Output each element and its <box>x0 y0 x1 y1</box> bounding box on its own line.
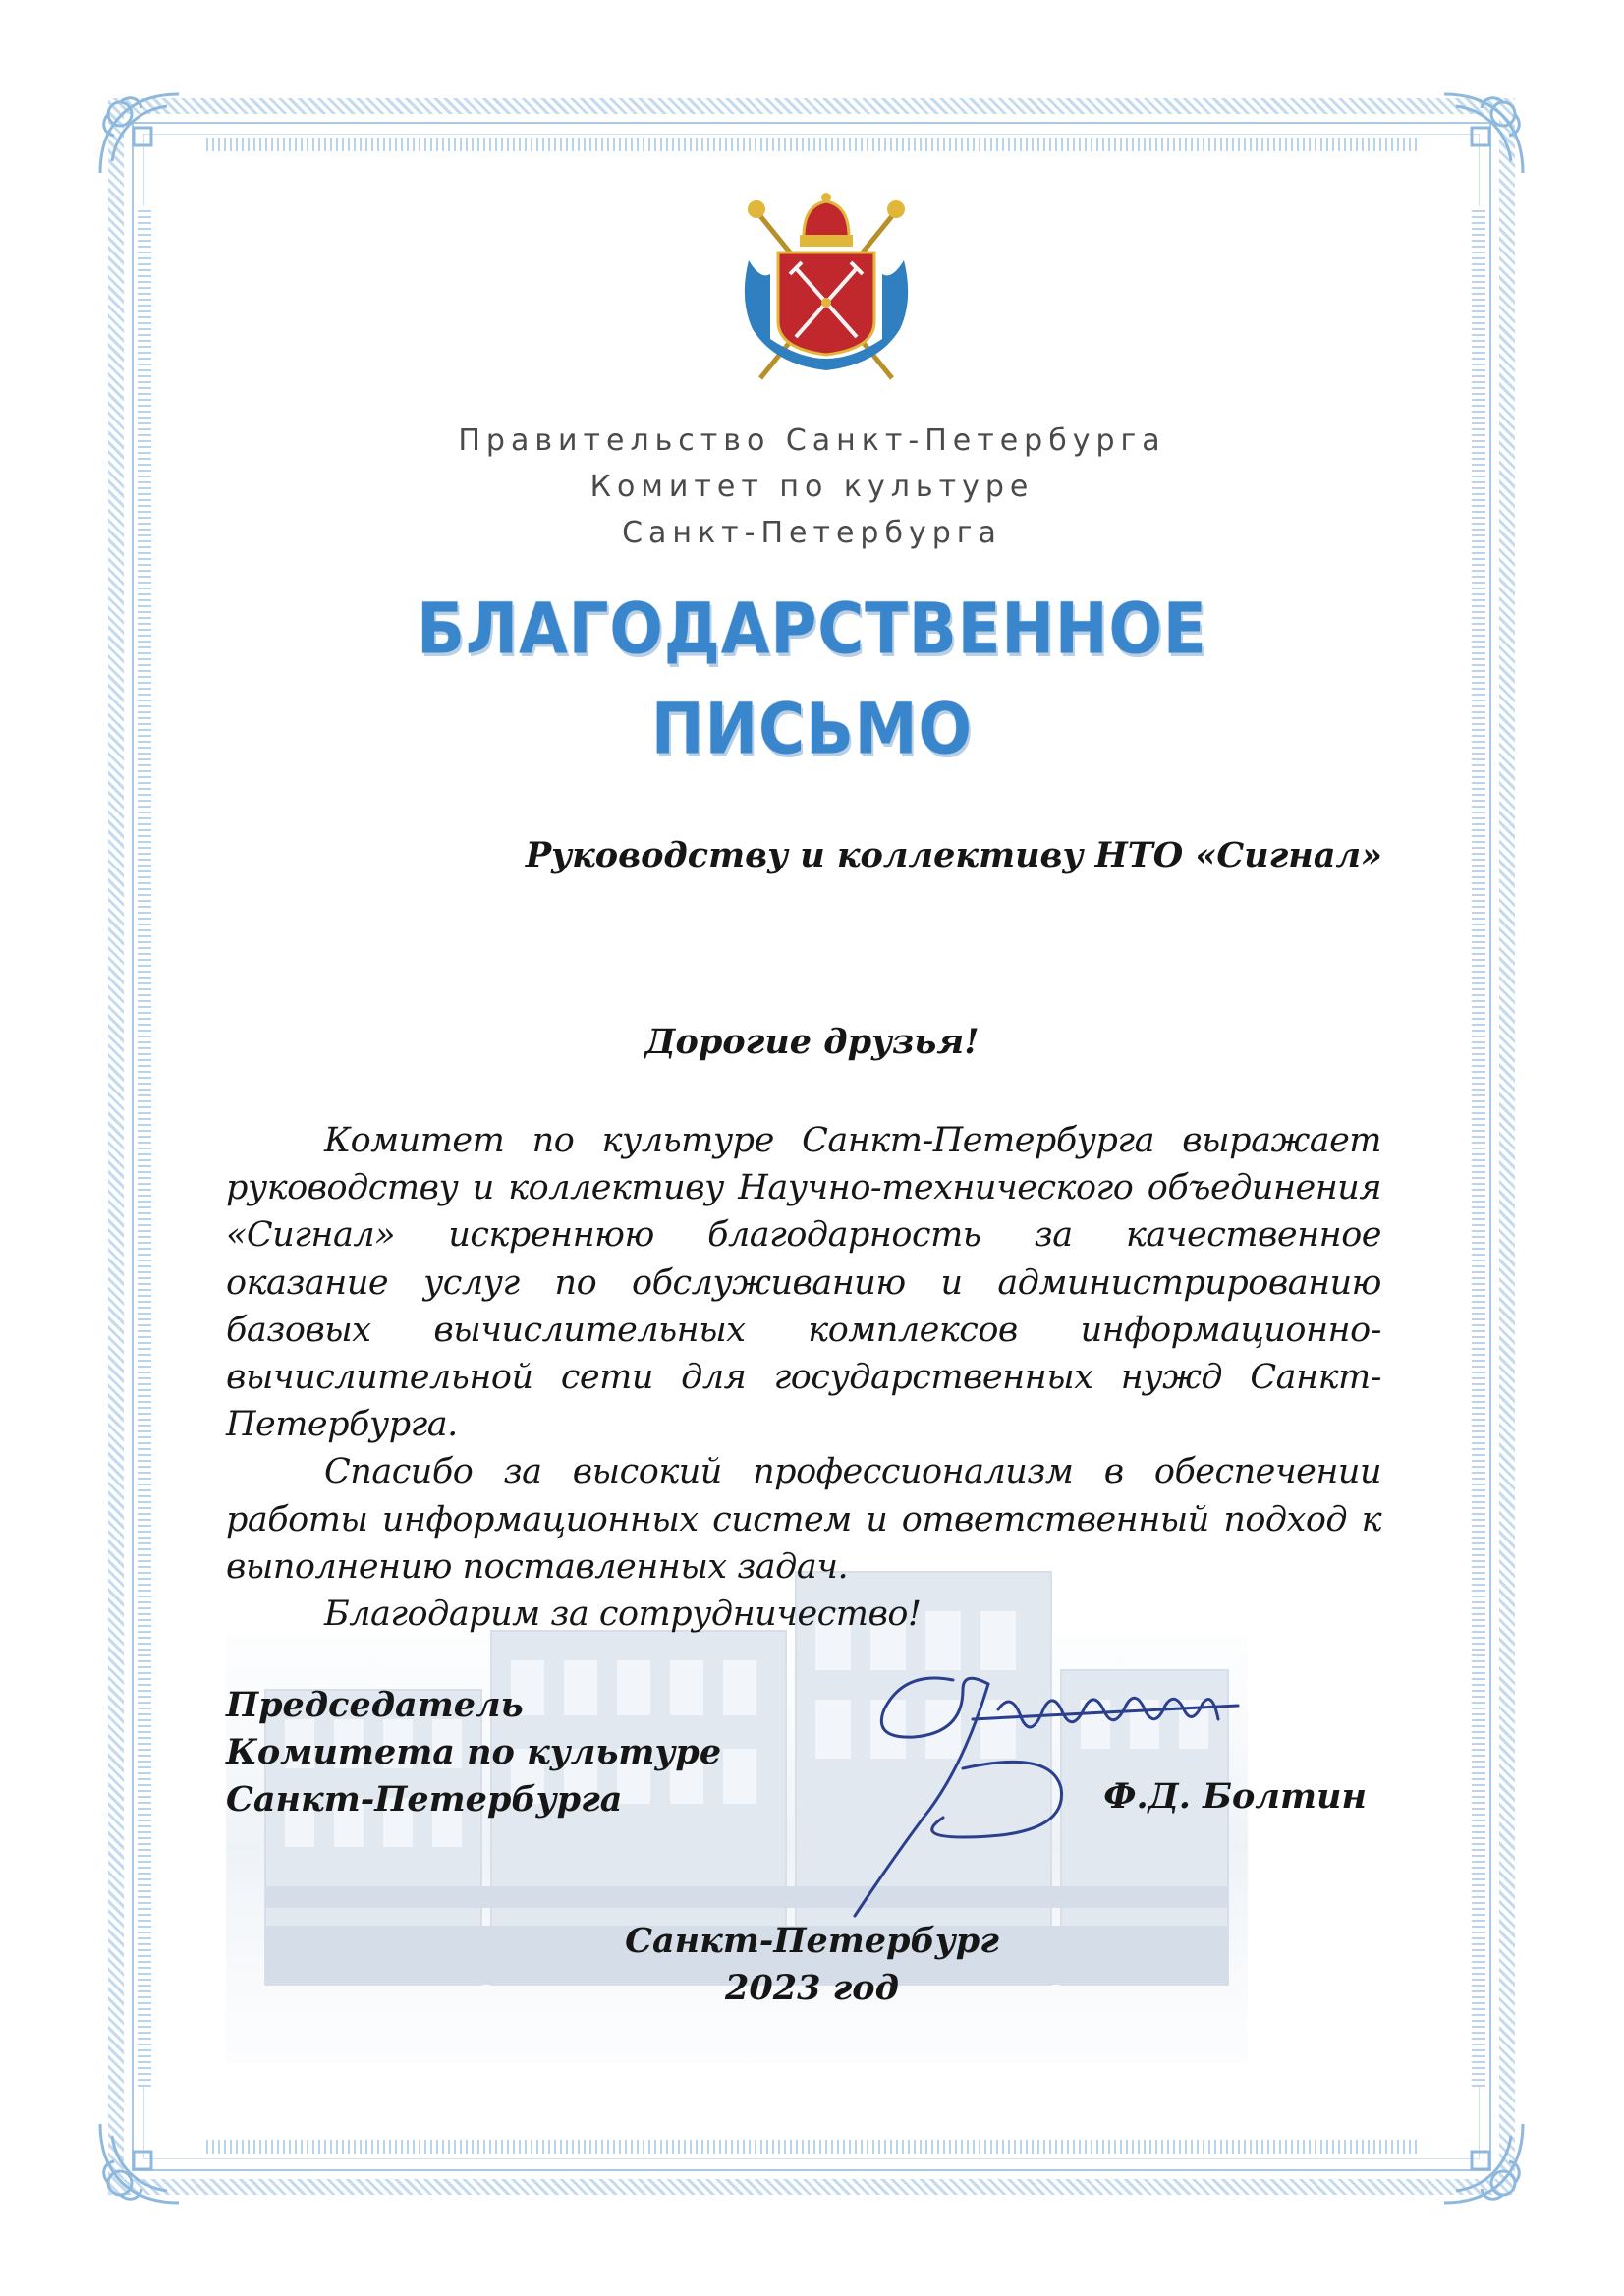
header-line-committee: Комитет по культуре <box>589 470 1035 504</box>
signatory-title-line2: Комитета по культуре <box>226 1732 722 1772</box>
corner-ornament-icon <box>90 84 189 183</box>
border-band-top <box>206 138 1417 151</box>
body-paragraph-1: Комитет по культуре Санкт-Петербурга выражает руководству и коллективу Научно-технического объединения «Сигнал» искреннюю благодарность за качественное оказание услуг по обслуживанию и администрированию базовых вычислительных комплексов информационно-вычислительной сети для государственных нужд Санкт-Петербурга. <box>226 1121 1381 1445</box>
letter-body <box>226 1117 1381 1638</box>
corner-ornament-icon <box>90 2114 189 2212</box>
corner-ornament-icon <box>1434 84 1533 183</box>
border-band-bottom <box>206 2140 1417 2154</box>
coat-of-arms-icon <box>735 192 918 388</box>
body-paragraph-2: Спасибо за высокий профессионализм в обеспечении работы информационных систем и ответственный подход к выполнению поставленных задач. <box>226 1452 1381 1587</box>
signatory-title-line3: Санкт-Петербурга <box>226 1779 623 1820</box>
footer-city: Санкт-Петербург <box>625 1921 999 1961</box>
footer-year: 2023 год <box>725 1968 899 2008</box>
header-line-city: Санкт-Петербурга <box>622 516 1002 550</box>
body-paragraph-3: Благодарим за сотрудничество! <box>324 1595 922 1635</box>
place-and-year <box>0 1918 1624 2012</box>
signatory-name: Ф.Д. Болтин <box>1103 1776 1367 1817</box>
document-title-line1: БЛАГОДАРСТВЕННОЕ <box>417 588 1207 671</box>
signatory-title-line1: Председатель <box>226 1685 524 1725</box>
header-line-government: Правительство Санкт-Петербурга <box>458 423 1166 458</box>
government-header <box>0 418 1624 556</box>
document-title-line2: ПИСЬМО <box>651 689 973 771</box>
greeting: Дорогие друзья! <box>644 1022 980 1062</box>
corner-ornament-icon <box>1434 2114 1533 2212</box>
addressee: Руководству и коллективу НТО «Сигнал» <box>525 835 1382 875</box>
signatory-title <box>226 1682 721 1823</box>
